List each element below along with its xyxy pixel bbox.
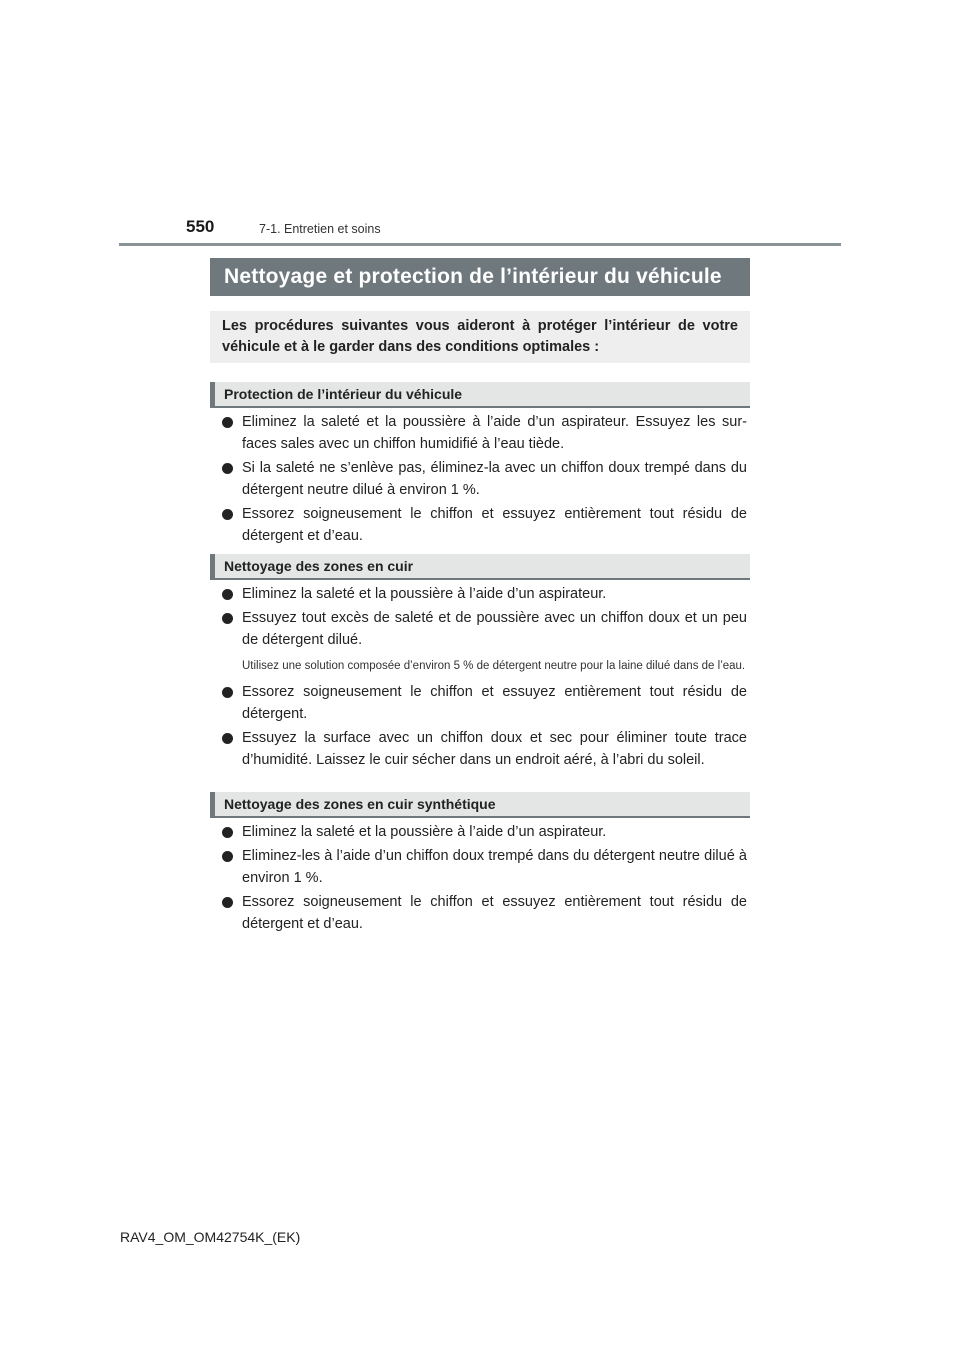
section-heading-synthetic-leather: Nettoyage des zones en cuir synthétique [210, 792, 750, 818]
bullet-icon [222, 509, 233, 520]
section-heading-protection: Protection de l’intérieur du véhicule [210, 382, 750, 408]
list-item-text: Essorez soigneusement le chiffon et essuyez entièrement tout résidu de détergent et d’eau. [242, 506, 747, 544]
bullet-icon [222, 417, 233, 428]
bullet-icon [222, 613, 233, 624]
list-item-text: Essuyez tout excès de saleté et de poussière avec un chiffon doux et un peu de détergent dilué. [242, 610, 747, 648]
list-item-text: Eliminez la saleté et la poussière à l’aide d’un aspirateur. Essuyez les sur-faces sales avec un chiffon humidifié à l’eau tiède. [242, 414, 747, 452]
bullet-icon [222, 687, 233, 698]
bullet-list-leather [221, 583, 747, 773]
list-item [221, 891, 747, 935]
list-item [221, 607, 747, 651]
list-item [221, 503, 747, 547]
list-item-text: Essorez soigneusement le chiffon et essuyez entièrement tout résidu de détergent. [242, 684, 747, 722]
bullet-icon [222, 463, 233, 474]
list-item-text: Essorez soigneusement le chiffon et essuyez entièrement tout résidu de détergent et d’eau. [242, 894, 747, 932]
bullet-icon [222, 897, 233, 908]
list-item [221, 681, 747, 725]
list-item [221, 457, 747, 501]
list-item-text: Eliminez la saleté et la poussière à l’aide d’un aspirateur. [242, 824, 607, 840]
bullet-icon [222, 827, 233, 838]
bullet-icon [222, 851, 233, 862]
list-item [221, 821, 747, 843]
running-head: 7-1. Entretien et soins [259, 222, 381, 236]
list-item-text: Eliminez la saleté et la poussière à l’aide d’un aspirateur. [242, 586, 607, 602]
list-item-text: Eliminez-les à l’aide d’un chiffon doux trempé dans du détergent neutre dilué à environ 1 %. [242, 848, 747, 886]
bullet-icon [222, 733, 233, 744]
intro-text: Les procédures suivantes vous aideront à protéger l’intérieur de votre véhicule et à le garder dans des conditions optimales : [210, 311, 750, 363]
list-item [221, 411, 747, 455]
list-item [221, 727, 747, 771]
list-item [221, 845, 747, 889]
page-number: 550 [186, 217, 215, 236]
header-rule [119, 243, 841, 246]
list-item-text: Essuyez la surface avec un chiffon doux et sec pour éliminer toute trace d’humidité. Laissez le cuir sécher dans un endroit aéré, à l’abri du soleil. [242, 730, 747, 768]
list-item [221, 583, 747, 605]
page-title: Nettoyage et protection de l’intérieur du véhicule [210, 258, 750, 296]
leather-note: Utilisez une solution composée d’environ 5 % de détergent neutre pour la laine dilué dans de l’eau. [242, 660, 746, 672]
list-item-text: Si la saleté ne s’enlève pas, éliminez-la avec un chiffon doux trempé dans du détergent neutre dilué à environ 1 %. [242, 460, 747, 498]
bullet-list-synthetic-leather [221, 821, 747, 937]
bullet-icon [222, 589, 233, 600]
section-heading-leather: Nettoyage des zones en cuir [210, 554, 750, 580]
document-code: RAV4_OM_OM42754K_(EK) [120, 1229, 301, 1245]
bullet-list-protection [221, 411, 747, 549]
